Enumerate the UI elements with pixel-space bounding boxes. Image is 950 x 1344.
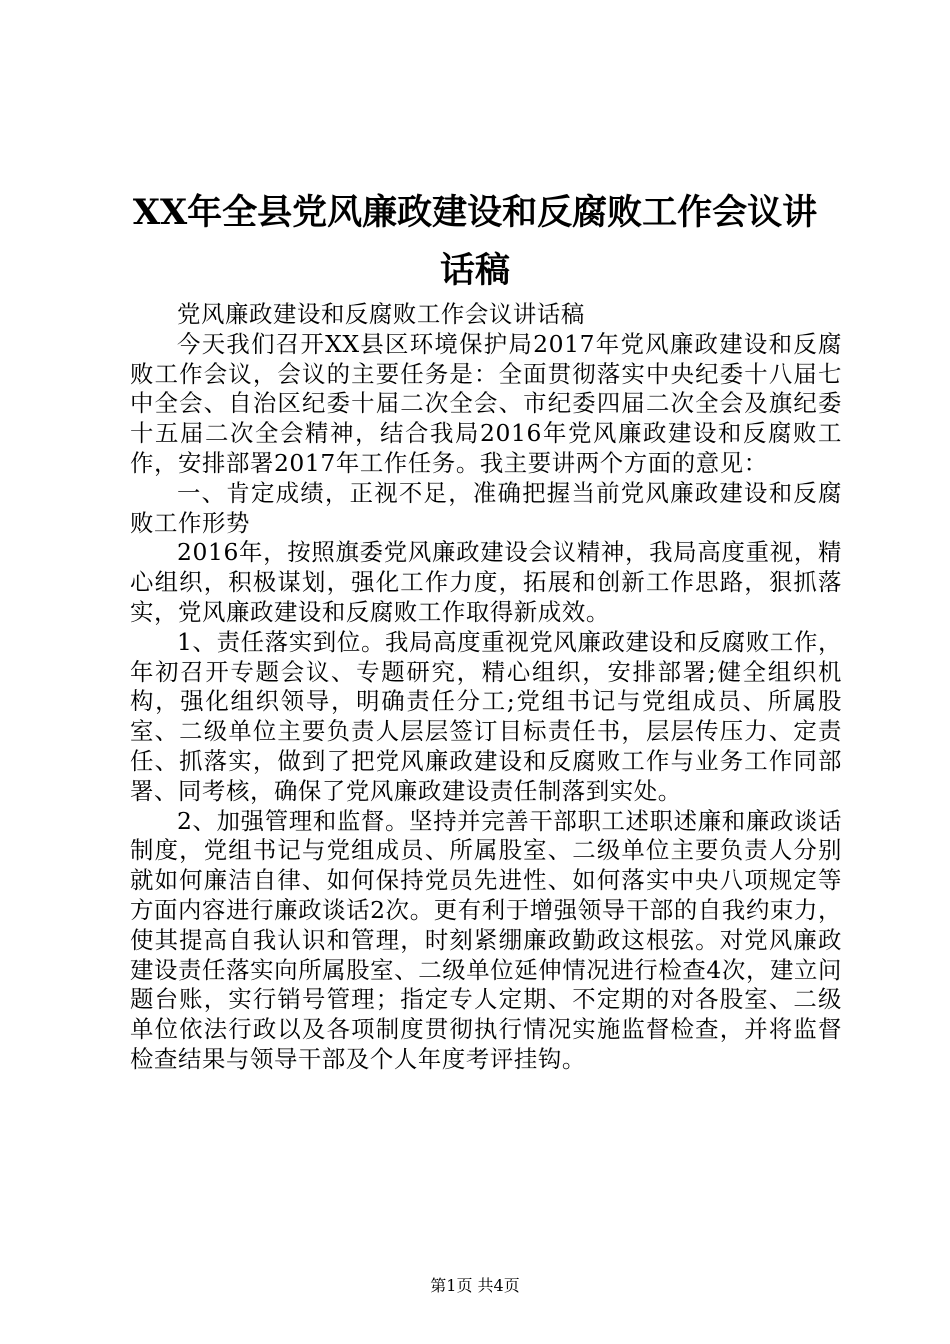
- document-title-line-1: XX年全县党风廉政建设和反腐败工作会议讲: [132, 192, 818, 233]
- paragraph-summary: 2016年，按照旗委党风廉政建设会议精神，我局高度重视，精心组织，积极谋划，强化工作力度，拓展和创新工作思路，狠抓落实，党风廉政建设和反腐败工作取得新成效。: [130, 538, 842, 626]
- paragraph-subtitle: 党风廉政建设和反腐败工作会议讲话稿: [177, 300, 585, 328]
- paragraph-intro: 今天我们召开XX县区环境保护局2017年党风廉政建设和反腐败工作会议，会议的主要任务是：全面贯彻落实中央纪委十八届七中全会、自治区纪委十届二次全会、市纪委四届二次全会及旗纪委十五届二次全会精神，结合我局2016年党风廉政建设和反腐败工作，安排部署2017年工作任务。我主要讲两个方面的意见：: [130, 329, 842, 477]
- document-title-line-2: 话稿: [439, 250, 510, 291]
- paragraph-section-heading: 一、肯定成绩，正视不足，准确把握当前党风廉政建设和反腐败工作形势: [130, 478, 842, 537]
- paragraph-item-2: 2、加强管理和监督。坚持并完善干部职工述职述廉和廉政谈话制度，党组书记与党组成员、所属股室、二级单位主要负责人分别就如何廉洁自律、如何保持党员先进性、如何落实中央八项规定等方面内容进行廉政谈话2次。更有利于增强领导干部的自我约束力，使其提高自我认识和管理，时刻紧绷廉政勤政这根弦。对党风廉政建设责任落实向所属股室、二级单位延伸情况进行检查4次，建立问题台账，实行销号管理；指定专人定期、不定期的对各股室、二级单位依法行政以及各项制度贯彻执行情况实施监督检查，并将监督检查结果与领导干部及个人年度考评挂钩。: [130, 806, 842, 1073]
- document-body: [130, 300, 842, 1075]
- paragraph-item-1: 1、责任落实到位。我局高度重视党风廉政建设和反腐败工作，年初召开专题会议、专题研究，精心组织，安排部署;健全组织机构，强化组织领导，明确责任分工;党组书记与党组成员、所属股室、二级单位主要负责人层层签订目标责任书，层层传压力、定责任、抓落实，做到了把党风廉政建设和反腐败工作与业务工作同部署、同考核，确保了党风廉政建设责任制落到实处。: [130, 627, 842, 805]
- page-footer: 第1页 共4页: [430, 1276, 520, 1295]
